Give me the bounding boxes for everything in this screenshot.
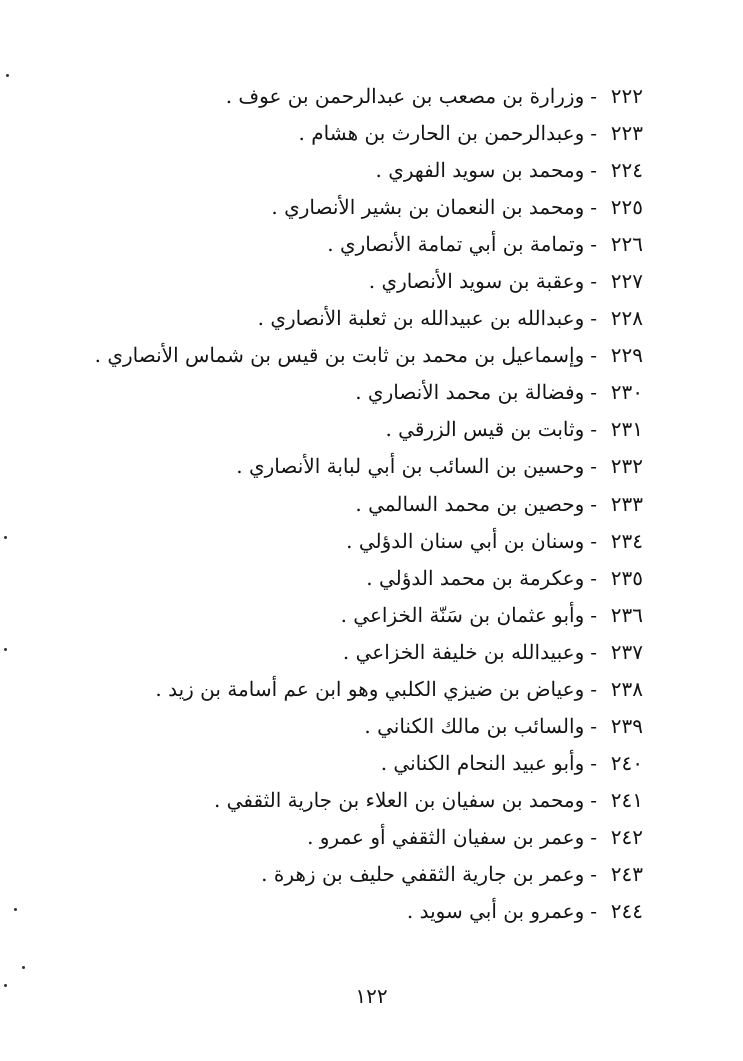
list-item: ٢٢٤-ومحمد بن سويد الفهري . [0, 152, 743, 189]
entry-text: وأبو عثمان بن سَنّة الخزاعي . [340, 602, 585, 627]
entry-number: ٢٢٢ [610, 84, 643, 108]
list-item: ٢٢٧-وعقبة بن سويد الأنصاري . [0, 263, 743, 300]
entry-number: ٢٢٦ [610, 232, 643, 257]
entry-text: وإسماعيل بن محمد بن ثابت بن قيس بن شماس الأنصاري . [94, 343, 585, 368]
list-item: ٢٢٥-ومحمد بن النعمان بن بشير الأنصاري . [0, 189, 743, 226]
list-item: ٢٣١-وثابت بن قيس الزرقي . [0, 411, 743, 448]
entry-text: وعمرو بن أبي سويد . [406, 899, 585, 924]
entry-number: ٢٣٠ [610, 380, 643, 405]
entry-text: وعمر بن جارية الثقفي حليف بن زهرة . [261, 861, 585, 886]
list-item: ٢٢٢-وزرارة بن مصعب بن عبدالرحمن بن عوف . [0, 78, 743, 115]
entry-number: ٢٢٤ [610, 158, 643, 183]
list-item: ٢٤١-ومحمد بن سفيان بن العلاء بن جارية الثقفي . [0, 782, 743, 819]
entry-text: وحصين بن محمد السالمي . [355, 491, 585, 516]
entry-list [0, 78, 743, 930]
scan-speck [14, 908, 17, 911]
entry-text: ومحمد بن سويد الفهري . [375, 158, 585, 183]
list-item: ٢٣٠-وفضالة بن محمد الأنصاري . [0, 374, 743, 411]
entry-text: وعمر بن سفيان الثقفي أو عمرو . [307, 824, 585, 849]
list-item: ٢٣٨-وعياض بن ضيزي الكلبي وهو ابن عم أسامة بن زيد . [0, 671, 743, 708]
entry-text: والسائب بن مالك الكناني . [364, 713, 585, 738]
entry-number: ٢٤٤ [610, 899, 643, 924]
list-item: ٢٢٣-وعبدالرحمن بن الحارث بن هشام . [0, 115, 743, 152]
entry-text: ومحمد بن النعمان بن بشير الأنصاري . [271, 195, 585, 220]
entry-text: وأبو عبيد النحام الكناني . [380, 750, 585, 775]
scan-speck [6, 74, 9, 77]
entry-number: ٢٣٨ [610, 676, 643, 701]
list-item: ٢٤٠-وأبو عبيد النحام الكناني . [0, 745, 743, 782]
entry-number: ٢٢٨ [610, 306, 643, 331]
list-item: ٢٤٣-وعمر بن جارية الثقفي حليف بن زهرة . [0, 856, 743, 893]
entry-number: ٢٣٢ [610, 454, 643, 479]
entry-text: وعبيدالله بن خليفة الخزاعي . [342, 639, 585, 664]
entry-number: ٢٢٣ [610, 121, 643, 146]
entry-text: وزرارة بن مصعب بن عبدالرحمن بن عوف . [225, 84, 585, 108]
entry-number: ٢٤١ [610, 787, 643, 812]
scan-speck [4, 536, 7, 539]
entry-text: وسنان بن أبي سنان الدؤلي . [346, 528, 585, 553]
list-item: ٢٢٩-وإسماعيل بن محمد بن ثابت بن قيس بن شماس الأنصاري . [0, 337, 743, 374]
entry-text: وعكرمة بن محمد الدؤلي . [366, 565, 585, 590]
entry-number: ٢٣٤ [610, 528, 643, 553]
list-item: ٢٣٦-وأبو عثمان بن سَنّة الخزاعي . [0, 597, 743, 634]
list-item: ٢٤٢-وعمر بن سفيان الثقفي أو عمرو . [0, 819, 743, 856]
entry-number: ٢٤٠ [610, 750, 643, 775]
entry-text: وثابت بن قيس الزرقي . [385, 417, 585, 442]
scan-speck [4, 648, 7, 651]
entry-text: وفضالة بن محمد الأنصاري . [355, 380, 585, 405]
list-item: ٢٣٥-وعكرمة بن محمد الدؤلي . [0, 560, 743, 597]
entry-number: ٢٣٩ [610, 713, 643, 738]
entry-text: ومحمد بن سفيان بن العلاء بن جارية الثقفي . [213, 787, 585, 812]
list-item: ٢٢٨-وعبدالله بن عبيدالله بن ثعلبة الأنصاري . [0, 300, 743, 337]
list-item: ٢٣٢-وحسين بن السائب بن أبي لبابة الأنصاري . [0, 448, 743, 485]
entry-number: ٢٤٢ [610, 824, 643, 849]
page-number: ١٢٢ [355, 984, 388, 1008]
entry-number: ٢٣٣ [610, 491, 643, 516]
entry-text: وتمامة بن أبي تمامة الأنصاري . [327, 232, 585, 257]
list-item: ٢٢٦-وتمامة بن أبي تمامة الأنصاري . [0, 226, 743, 263]
entry-number: ٢٢٧ [610, 269, 643, 294]
entry-number: ٢٤٣ [610, 861, 643, 886]
scan-speck [4, 984, 7, 987]
entry-text: وعبدالله بن عبيدالله بن ثعلبة الأنصاري . [257, 306, 585, 331]
list-item: ٢٣٧-وعبيدالله بن خليفة الخزاعي . [0, 634, 743, 671]
entry-text: وحسين بن السائب بن أبي لبابة الأنصاري . [236, 454, 585, 479]
entry-number: ٢٣١ [610, 417, 643, 442]
list-item: ٢٣٩-والسائب بن مالك الكناني . [0, 708, 743, 745]
entry-number: ٢٣٥ [610, 565, 643, 590]
list-item: ٢٣٣-وحصين بن محمد السالمي . [0, 486, 743, 523]
entry-number: ٢٢٥ [610, 195, 643, 220]
entry-number: ٢٣٧ [610, 639, 643, 664]
scan-speck [22, 966, 25, 969]
entry-text: وعقبة بن سويد الأنصاري . [368, 269, 585, 294]
entry-number: ٢٢٩ [610, 343, 643, 368]
entry-number: ٢٣٦ [610, 602, 643, 627]
list-item: ٢٣٤-وسنان بن أبي سنان الدؤلي . [0, 523, 743, 560]
entry-text: وعياض بن ضيزي الكلبي وهو ابن عم أسامة بن زيد . [155, 676, 585, 701]
list-item: ٢٤٤-وعمرو بن أبي سويد . [0, 893, 743, 930]
entry-text: وعبدالرحمن بن الحارث بن هشام . [298, 121, 585, 146]
